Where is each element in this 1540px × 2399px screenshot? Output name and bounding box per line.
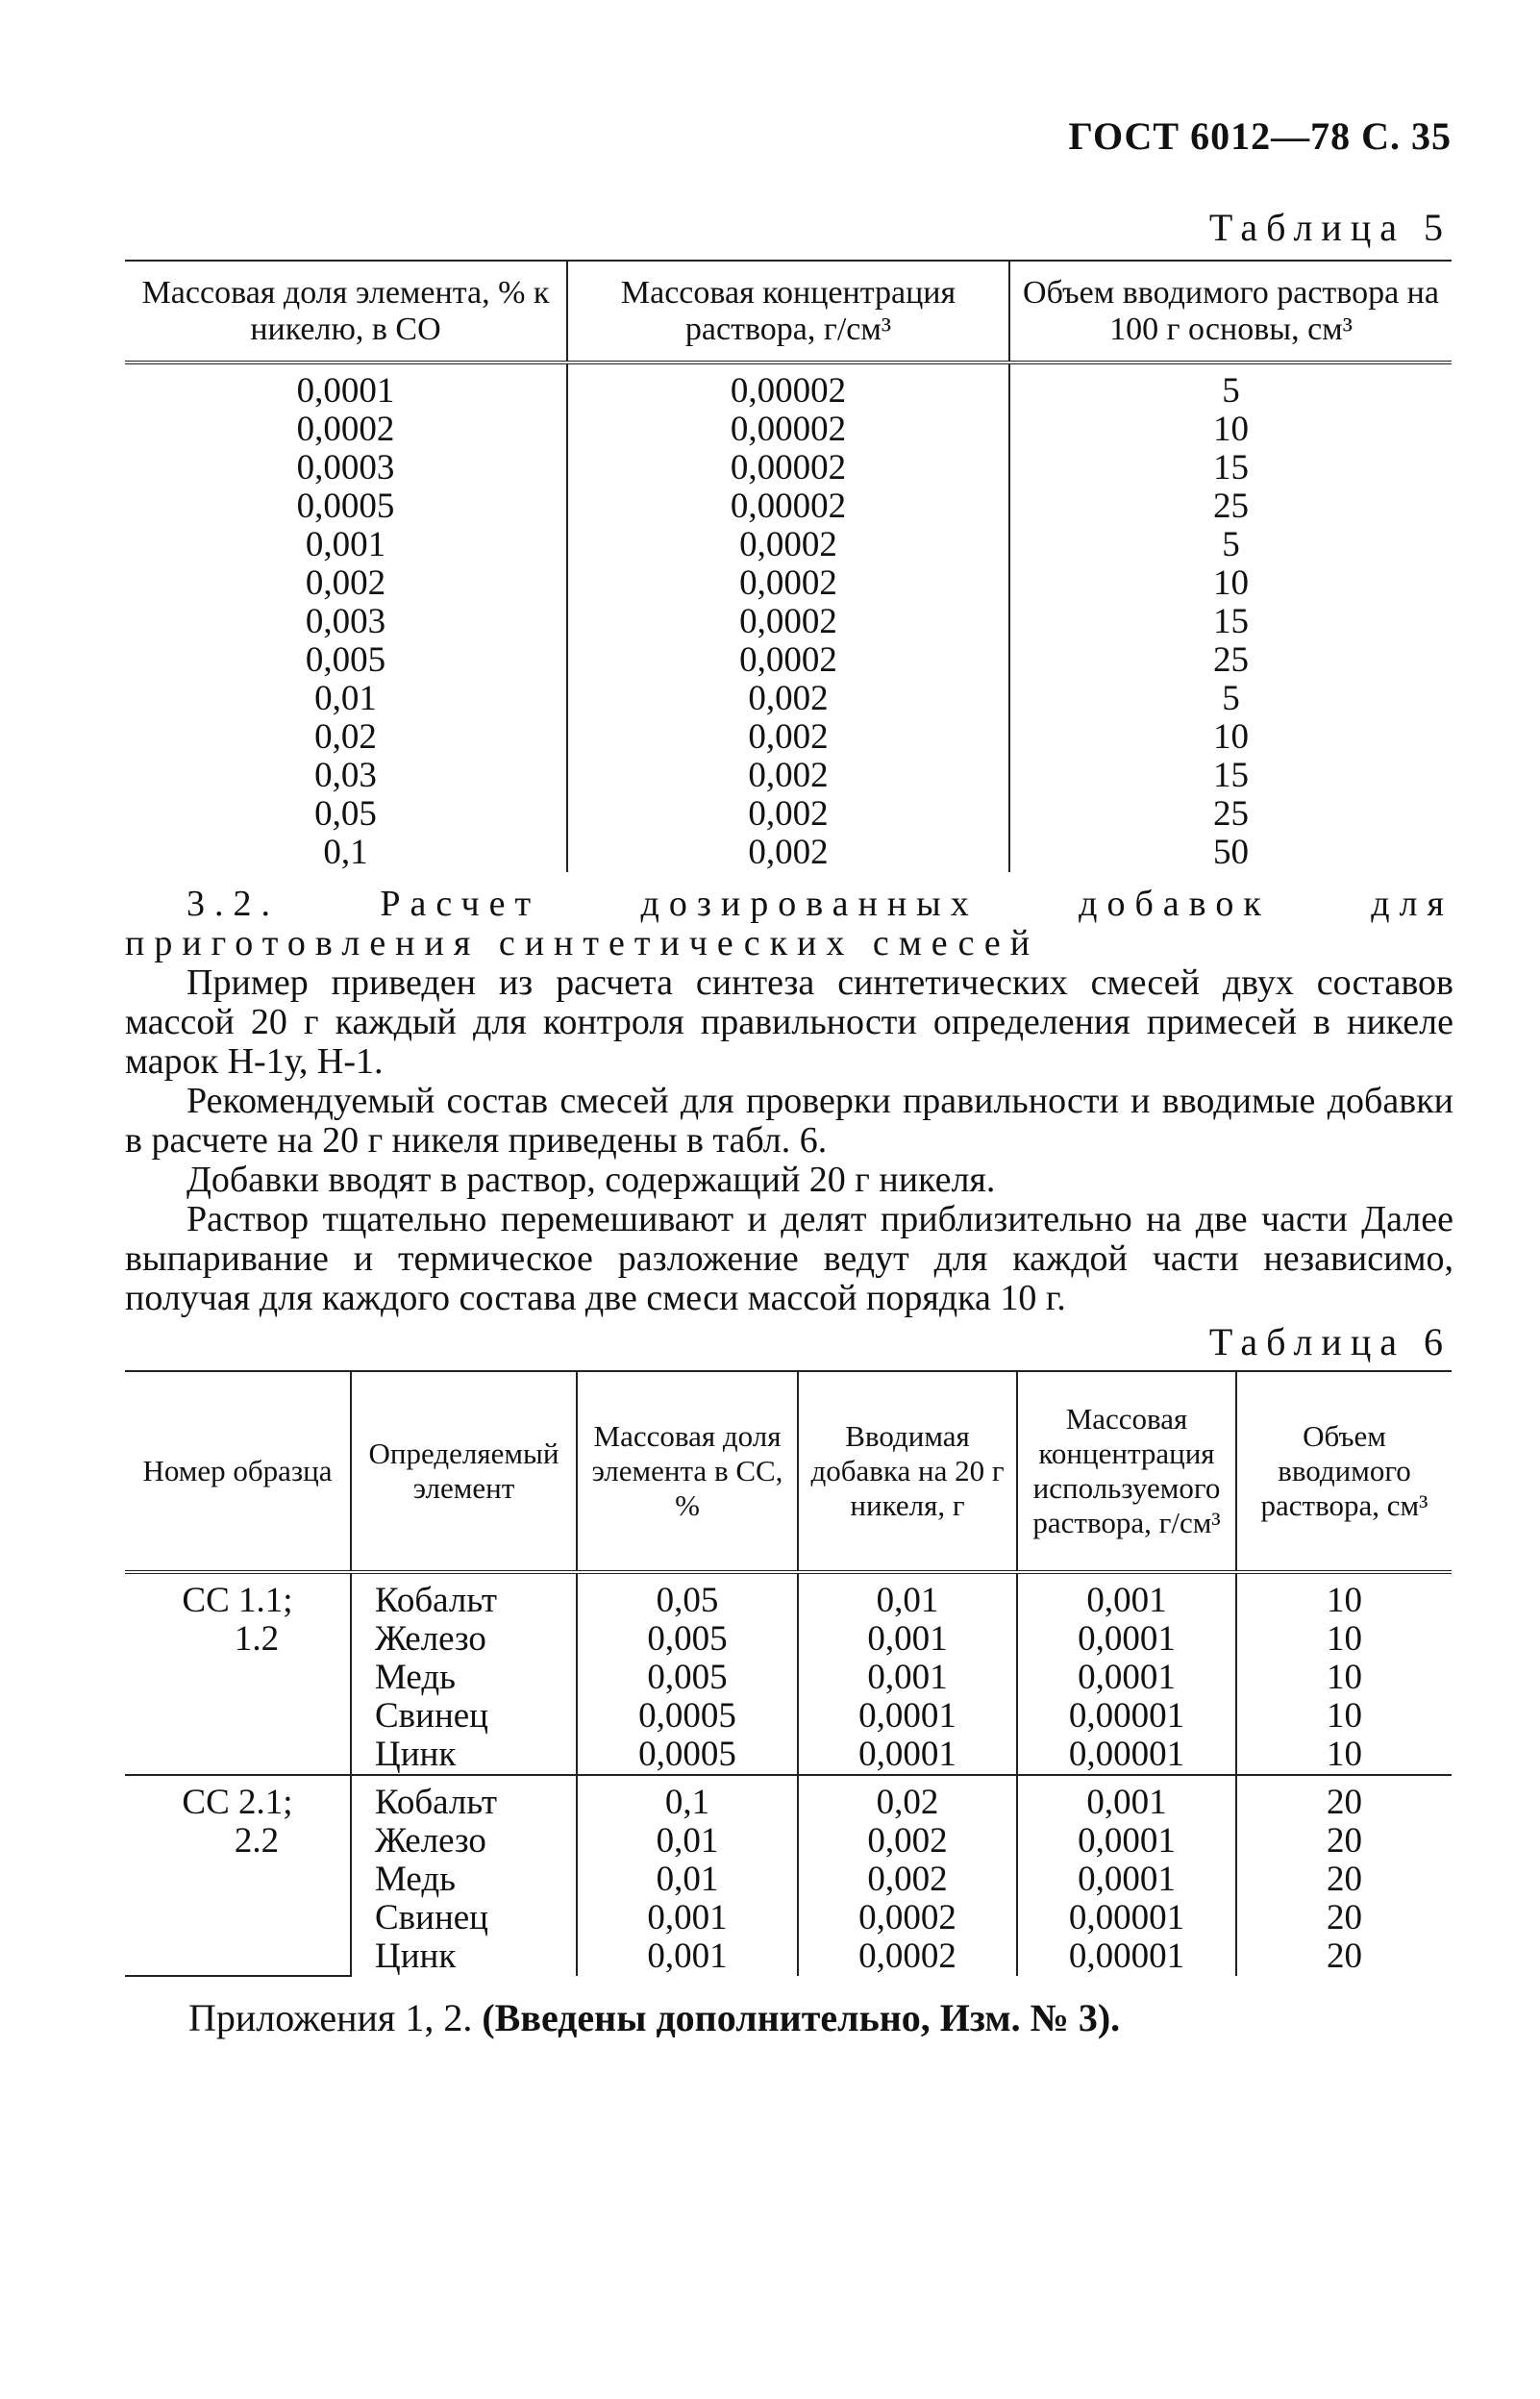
table5-cell: 0,00002 bbox=[567, 487, 1009, 526]
table5-cell: 0,0002 bbox=[567, 641, 1009, 680]
table6-value-cell: 0,005 bbox=[577, 1620, 798, 1659]
paragraph-example: Пример приведен из расчета синтеза синтетических смесей двух составов массой 20 г каждый для контроля правильности определения примесей в никеле марок Н-1у, Н-1. bbox=[125, 962, 1453, 1082]
table6-value-cell: 20 bbox=[1236, 1775, 1452, 1822]
element-name-cell: Кобальт bbox=[351, 1775, 577, 1822]
table-row bbox=[125, 834, 1452, 872]
table5-cell: 0,00002 bbox=[567, 362, 1009, 411]
table6-value-cell: 0,01 bbox=[798, 1572, 1017, 1620]
table6-body bbox=[125, 1572, 1452, 1976]
table5-cell: 10 bbox=[1009, 718, 1452, 757]
table5-col-mass-fraction: Массовая доля элемента, % к никелю, в СО bbox=[125, 261, 567, 362]
table6-value-cell: 0,02 bbox=[798, 1775, 1017, 1822]
table-row bbox=[125, 1775, 1452, 1822]
table5-cell: 5 bbox=[1009, 362, 1452, 411]
sample-number-line: 1.2 bbox=[234, 1619, 280, 1659]
table6-value-cell: 10 bbox=[1236, 1736, 1452, 1775]
table-row bbox=[125, 487, 1452, 526]
table6-value-cell: 0,0001 bbox=[798, 1736, 1017, 1775]
table5-cell: 0,001 bbox=[125, 526, 567, 564]
table6-value-cell: 0,0005 bbox=[577, 1736, 798, 1775]
table6-col-sample: Номер образца bbox=[125, 1371, 351, 1572]
table5-cell: 0,002 bbox=[567, 757, 1009, 795]
table6-value-cell: 0,0001 bbox=[1017, 1861, 1236, 1899]
table-row bbox=[125, 526, 1452, 564]
element-name-cell: Кобальт bbox=[351, 1572, 577, 1620]
table5-cell: 0,0002 bbox=[567, 603, 1009, 641]
table5-cell: 15 bbox=[1009, 603, 1452, 641]
table-row bbox=[125, 795, 1452, 834]
table5-cell: 0,0005 bbox=[125, 487, 567, 526]
table-row bbox=[125, 757, 1452, 795]
table5-cell: 25 bbox=[1009, 641, 1452, 680]
table6-col-concentration: Массовая концентрация используемого раствора, г/см³ bbox=[1017, 1371, 1236, 1572]
sample-number-line: СС 1.1; bbox=[182, 1581, 293, 1620]
element-name-cell: Свинец bbox=[351, 1697, 577, 1736]
table6-value-cell: 0,00001 bbox=[1017, 1697, 1236, 1736]
table-row bbox=[125, 603, 1452, 641]
section-heading: 3.2. Расчет дозированных добавок для приготовления синтетических смесей bbox=[125, 884, 1453, 963]
table6-value-cell: 0,0001 bbox=[1017, 1659, 1236, 1697]
table6-value-cell: 0,001 bbox=[577, 1899, 798, 1937]
sample-number-cell bbox=[125, 1775, 351, 1976]
table5-cell: 0,02 bbox=[125, 718, 567, 757]
table6-value-cell: 0,001 bbox=[1017, 1775, 1236, 1822]
element-name-cell: Железо bbox=[351, 1620, 577, 1659]
table6-value-cell: 0,0002 bbox=[798, 1937, 1017, 1976]
table6-header-row bbox=[125, 1371, 1452, 1572]
table6-value-cell: 0,001 bbox=[798, 1620, 1017, 1659]
table6-value-cell: 0,0001 bbox=[1017, 1822, 1236, 1861]
table5-cell: 0,00002 bbox=[567, 449, 1009, 487]
table5-col-concentration: Массовая концентрация раствора, г/см³ bbox=[567, 261, 1009, 362]
table5-cell: 0,0002 bbox=[567, 564, 1009, 603]
table6-value-cell: 0,005 bbox=[577, 1659, 798, 1697]
table6-value-cell: 20 bbox=[1236, 1822, 1452, 1861]
table-row bbox=[125, 718, 1452, 757]
sample-number-line: 2.2 bbox=[234, 1821, 280, 1861]
table-row bbox=[125, 449, 1452, 487]
table5-cell: 0,002 bbox=[567, 795, 1009, 834]
table5 bbox=[125, 260, 1452, 872]
table6-value-cell: 0,0002 bbox=[798, 1899, 1017, 1937]
table6-value-cell: 0,0005 bbox=[577, 1697, 798, 1736]
table5-cell: 0,01 bbox=[125, 680, 567, 718]
table6-value-cell: 20 bbox=[1236, 1937, 1452, 1976]
table5-cell: 0,1 bbox=[125, 834, 567, 872]
table5-cell: 50 bbox=[1009, 834, 1452, 872]
table6 bbox=[125, 1370, 1452, 1977]
table6-value-cell: 0,001 bbox=[798, 1659, 1017, 1697]
table6-value-cell: 0,05 bbox=[577, 1572, 798, 1620]
table6-value-cell: 10 bbox=[1236, 1572, 1452, 1620]
table5-header-row bbox=[125, 261, 1452, 362]
table5-cell: 0,002 bbox=[567, 834, 1009, 872]
table5-cell: 0,0002 bbox=[567, 526, 1009, 564]
table5-cell: 0,0001 bbox=[125, 362, 567, 411]
table5-cell: 0,003 bbox=[125, 603, 567, 641]
table-row bbox=[125, 564, 1452, 603]
table6-value-cell: 0,0001 bbox=[1017, 1620, 1236, 1659]
element-name-cell: Медь bbox=[351, 1861, 577, 1899]
table6-value-cell: 20 bbox=[1236, 1861, 1452, 1899]
table5-cell: 10 bbox=[1009, 411, 1452, 449]
table6-caption: Таблица 6 bbox=[1208, 1320, 1452, 1363]
table6-col-mass-fraction: Массовая доля элемента в СС, % bbox=[577, 1371, 798, 1572]
table5-cell: 0,0003 bbox=[125, 449, 567, 487]
table6-value-cell: 10 bbox=[1236, 1697, 1452, 1736]
table6-value-cell: 0,001 bbox=[1017, 1572, 1236, 1620]
table6-value-cell: 0,0001 bbox=[798, 1697, 1017, 1736]
table6-value-cell: 0,002 bbox=[798, 1861, 1017, 1899]
paragraph-mixing: Раствор тщательно перемешивают и делят приблизительно на две части Далее выпаривание и термическое разложение ведут для каждой части независимо, получая для каждого состава две смеси массой порядка 10 г. bbox=[125, 1199, 1453, 1318]
table-row bbox=[125, 680, 1452, 718]
table5-cell: 0,05 bbox=[125, 795, 567, 834]
table5-cell: 0,0002 bbox=[125, 411, 567, 449]
table6-col-element: Определяемый элемент bbox=[351, 1371, 577, 1572]
element-name-cell: Цинк bbox=[351, 1736, 577, 1775]
footer-bold-text: (Введены дополнительно, Изм. № 3). bbox=[482, 1996, 1121, 2039]
element-name-cell: Цинк bbox=[351, 1937, 577, 1976]
table6-value-cell: 0,01 bbox=[577, 1822, 798, 1861]
table5-cell: 5 bbox=[1009, 526, 1452, 564]
table5-cell: 0,002 bbox=[125, 564, 567, 603]
sample-number-line: СС 2.1; bbox=[182, 1783, 293, 1822]
table5-cell: 5 bbox=[1009, 680, 1452, 718]
table-row bbox=[125, 1572, 1452, 1620]
table5-cell: 0,03 bbox=[125, 757, 567, 795]
table5-cell: 10 bbox=[1009, 564, 1452, 603]
table-row bbox=[125, 362, 1452, 411]
table6-value-cell: 10 bbox=[1236, 1659, 1452, 1697]
sample-number-cell bbox=[125, 1572, 351, 1775]
table6-value-cell: 20 bbox=[1236, 1899, 1452, 1937]
table-row bbox=[125, 411, 1452, 449]
table6-value-cell: 0,002 bbox=[798, 1822, 1017, 1861]
table5-cell: 0,002 bbox=[567, 718, 1009, 757]
table5-cell: 15 bbox=[1009, 449, 1452, 487]
table5-body bbox=[125, 362, 1452, 872]
footer-text: Приложения 1, 2. bbox=[188, 1996, 473, 2039]
element-name-cell: Свинец bbox=[351, 1899, 577, 1937]
table6-value-cell: 0,01 bbox=[577, 1861, 798, 1899]
table6-value-cell: 0,1 bbox=[577, 1775, 798, 1822]
table5-cell: 15 bbox=[1009, 757, 1452, 795]
table5-cell: 0,002 bbox=[567, 680, 1009, 718]
table6-value-cell: 10 bbox=[1236, 1620, 1452, 1659]
table6-value-cell: 0,00001 bbox=[1017, 1736, 1236, 1775]
table6-col-volume: Объем вводимого раствора, см³ bbox=[1236, 1371, 1452, 1572]
paragraph-additives: Добавки вводят в раствор, содержащий 20 г никеля. bbox=[186, 1160, 996, 1200]
table6-value-cell: 0,00001 bbox=[1017, 1937, 1236, 1976]
table5-col-volume: Объем вводимого раствора на 100 г основы, см³ bbox=[1009, 261, 1452, 362]
table5-cell: 0,00002 bbox=[567, 411, 1009, 449]
table5-cell: 25 bbox=[1009, 487, 1452, 526]
table6-value-cell: 0,001 bbox=[577, 1937, 798, 1976]
element-name-cell: Железо bbox=[351, 1822, 577, 1861]
table5-cell: 0,005 bbox=[125, 641, 567, 680]
paragraph-recommended: Рекомендуемый состав смесей для проверки правильности и вводимые добавки в расчете на 20 г никеля приведены в табл. 6. bbox=[125, 1081, 1453, 1161]
footer-note bbox=[188, 1995, 1120, 2040]
table5-caption: Таблица 5 bbox=[1208, 206, 1452, 249]
table5-cell: 25 bbox=[1009, 795, 1452, 834]
table6-col-additive: Вводимая добавка на 20 г никеля, г bbox=[798, 1371, 1017, 1572]
section-3-2 bbox=[125, 885, 1453, 1318]
table6-value-cell: 0,00001 bbox=[1017, 1899, 1236, 1937]
element-name-cell: Медь bbox=[351, 1659, 577, 1697]
page-header: ГОСТ 6012—78 С. 35 bbox=[1068, 114, 1452, 158]
table-row bbox=[125, 641, 1452, 680]
